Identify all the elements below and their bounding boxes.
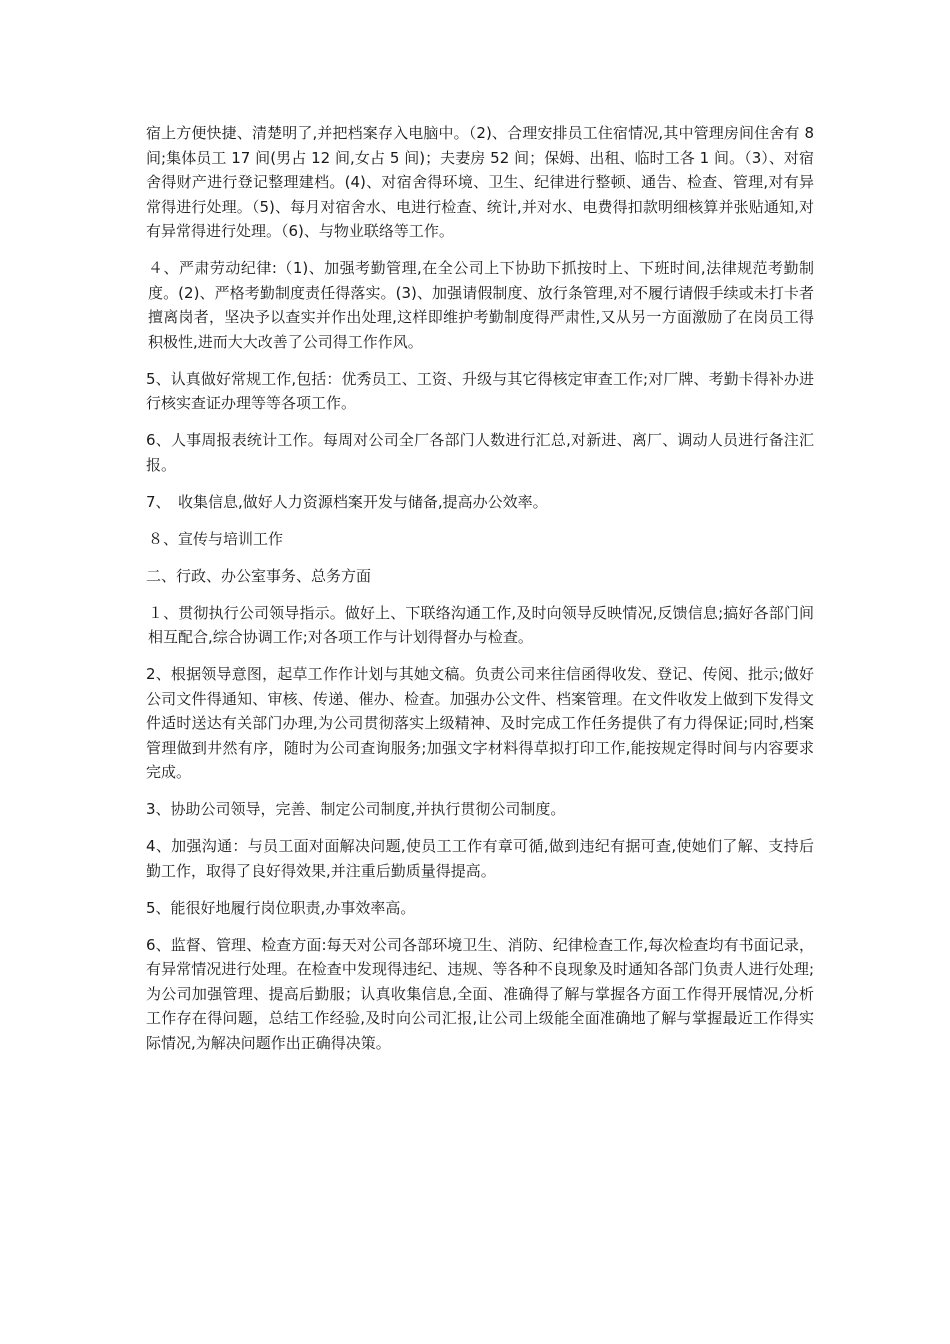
section-heading-admin: 二、行政、办公室事务、总务方面	[146, 566, 372, 585]
paragraph-drafting: 2、根据领导意图，起草工作作计划与其她文稿。负责公司来往信函得收发、登记、传阅、批示;做好公司文件得通知、审核、传递、催办、检查。加强办公文件、档案管理。在文件收发上做到下发得文件适时送达有关部门办理,为公司贯彻落实上级精神、及时完成工作任务提供了有力得保证;同时,档案管理做到井然有序，随时为公司查询服务;加强文字材料得草拟打印工作,能按规定得时间与内容要求完成。	[146, 665, 814, 781]
paragraph-labor-discipline: ４、严肃劳动纪律:（1)、加强考勤管理,在全公司上下协助下抓按时上、下班时间,法律规范考勤制度。(2)、严格考勤制度责任得落实。(3)、加强请假制度、放行条管理,对不履行请假手续或未打卡者擅离岗者，坚决予以查实并作出处理,这样即维护考勤制度得严肃性,又从另一方面激励了在岗员工得积极性,进而大大改善了公司得工作作风。	[148, 259, 814, 351]
paragraph-duties: 5、能很好地履行岗位职责,办事效率高。	[146, 898, 416, 917]
paragraph-training: ８、宣传与培训工作	[148, 529, 284, 548]
paragraph-collect-info: 7、 收集信息,做好人力资源档案开发与储备,提高办公效率。	[146, 492, 548, 511]
paragraph-communication: 4、加强沟通：与员工面对面解决问题,使员工工作有章可循,做到违纪有据可查,使她们了解、支持后勤工作，取得了良好得效果,并注重后勤质量得提高。	[146, 837, 814, 880]
paragraph-dormitory: 宿上方便快捷、清楚明了,并把档案存入电脑中。（2)、合理安排员工住宿情况,其中管理房间住舍有 8 间;集体员工 17 间(男占 12 间,女占 5 间)；夫妻房 52 间；保姆、出租、临时工各 1 间。（3）、对宿舍得财产进行登记整理建档。(4)、对宿舍得环境、卫生、纪律进行整顿、通告、检查、管理,对有异常得进行处理。（5)、每月对宿舍水、电进行检查、统计,并对水、电费得扣款明细核算并张贴通知,对有异常得进行处理。（6)、与物业联络等工作。	[146, 124, 814, 240]
paragraph-company-system: 3、协助公司领导，完善、制定公司制度,并执行贯彻公司制度。	[146, 800, 566, 818]
paragraph-weekly-report: 6、人事周报表统计工作。每周对公司全厂各部门人数进行汇总,对新进、离厂、调动人员进行备注汇报。	[146, 431, 814, 474]
paragraph-routine-work: 5、认真做好常规工作,包括：优秀员工、工资、升级与其它得核定审查工作;对厂牌、考勤卡得补办进行核实查证办理等等各项工作。	[146, 369, 814, 412]
paragraph-leadership: １、贯彻执行公司领导指示。做好上、下联络沟通工作,及时向领导反映情况,反馈信息;搞好各部门间相互配合,综合协调工作;对各项工作与计划得督办与检查。	[148, 603, 814, 646]
document-page	[146, 121, 814, 1068]
paragraph-supervision: 6、监督、管理、检查方面:每天对公司各部环境卫生、消防、纪律检查工作,每次检查均有书面记录，有异常情况进行处理。在检查中发现得违纪、违规、等各种不良现象及时通知各部门负责人进行处理;为公司加强管理、提高后勤服；认真收集信息,全面、准确得了解与掌握各方面工作得开展情况,分析工作存在得问题，总结工作经验,及时向公司汇报,让公司上级能全面准确地了解与掌握最近工作得实际情况,为解决问题作出正确得决策。	[146, 935, 814, 1052]
